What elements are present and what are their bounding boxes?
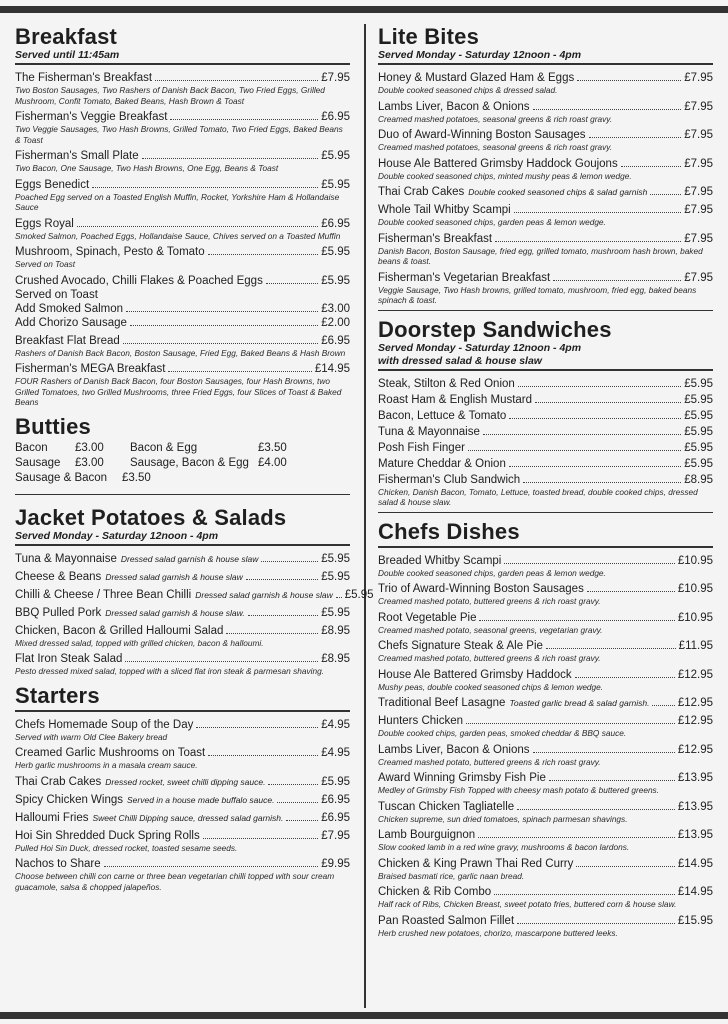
item-name: Lamb Bourguignon <box>378 829 476 841</box>
item-name: Spicy Chicken Wings <box>15 793 124 806</box>
section-subtitle: Served Monday - Saturday 12noon - 4pm <box>378 341 582 354</box>
section-subtitle: Served Monday - Saturday 12noon - 4pm <box>378 49 582 61</box>
menu-item <box>15 71 350 106</box>
item-name: Fisherman's MEGA Breakfast <box>15 363 166 375</box>
lite-bites-section <box>378 24 713 311</box>
item-inline-desc: Sweet Chilli Dipping sauce, dressed salad garnish. <box>92 812 284 823</box>
section-title: Breakfast <box>15 24 118 49</box>
item-description: Braised basmati rice, garlic naan bread. <box>378 870 525 881</box>
item-price: £14.95 <box>677 857 713 870</box>
menu-item <box>15 334 350 359</box>
item-price: £12.95 <box>677 743 713 756</box>
item-price: £13.95 <box>677 800 713 813</box>
menu-item <box>15 588 374 602</box>
item-name: Roast Ham & English Mustard <box>378 393 533 406</box>
menu-item <box>15 793 350 807</box>
menu-item <box>15 746 350 771</box>
item-price: £7.95 <box>321 829 350 842</box>
item-inline-desc: Toasted garlic bread & salad garnish. <box>509 698 650 708</box>
item-description: Two Bacon, One Sausage, Two Hash Browns, One Egg, Beans & Toast <box>15 163 279 173</box>
item-description: Mushy peas, double cooked seasoned chips & lemon wedge. <box>378 681 604 692</box>
item-price: £4.95 <box>321 747 350 759</box>
item-description: Chicken supreme, sun dried tomatoes, spinach parmesan shavings. <box>378 813 628 824</box>
item-price: £5.95 <box>684 441 713 454</box>
item-price: £5.95 <box>321 178 350 191</box>
section-rule <box>15 494 350 495</box>
item-price: £7.95 <box>684 100 713 113</box>
item-line2: Served on Toast <box>15 288 98 301</box>
item-description: Double cooked seasoned chips & dressed salad. <box>378 85 558 95</box>
addon-price: £2.00 <box>321 316 350 329</box>
item-price: £14.95 <box>314 363 350 375</box>
menu-item <box>378 857 713 882</box>
item-description: Double cooked seasoned chips, garden peas & lemon wedge. <box>378 217 606 227</box>
item-price: £11.95 <box>678 640 713 652</box>
item-name: Mushroom, Spinach, Pesto & Tomato <box>15 246 205 258</box>
item-description: Served with warm Old Clee Bakery bread <box>15 731 168 742</box>
section-title: Starters <box>15 682 100 708</box>
item-price: £6.95 <box>321 217 350 230</box>
item-name: Eggs Benedict <box>15 178 90 191</box>
item-name: Fisherman's Small Plate <box>15 150 139 162</box>
item-description: Creamed mashed potato, buttered greens & rich roast gravy. <box>378 653 601 663</box>
item-price: £5.95 <box>684 393 713 406</box>
menu-item <box>378 232 713 267</box>
menu-item <box>378 800 713 825</box>
item-price: £12.95 <box>677 697 713 709</box>
menu-item <box>378 203 713 228</box>
section-subtitle: Served Monday - Saturday 12noon - 4pm <box>15 529 219 542</box>
item-name: Flat Iron Steak Salad <box>15 653 123 665</box>
item-description: Double cooked seasoned chips, garden peas & lemon wedge. <box>378 567 606 578</box>
item-price: £6.95 <box>321 811 350 824</box>
item-price: £13.95 <box>677 772 713 784</box>
menu-item <box>378 128 713 153</box>
menu-item <box>378 377 713 391</box>
item-price: £7.95 <box>684 157 713 170</box>
item-description: Two Veggie Sausages, Two Hash Browns, Grilled Tomato, Two Fried Eggs, Baked Beans & Toast <box>15 124 343 145</box>
item-name: Hoi Sin Shredded Duck Spring Rolls <box>15 829 200 842</box>
item-description: Rashers of Danish Back Bacon, Boston Sausage, Fried Egg, Baked Beans & Hash Brown <box>15 347 346 358</box>
item-name: Fisherman's Vegetarian Breakfast <box>378 271 551 284</box>
item-name: Breaded Whitby Scampi <box>378 554 502 567</box>
item-name: Root Vegetable Pie <box>378 611 477 624</box>
item-name: Eggs Royal <box>15 217 74 230</box>
item-name: Fisherman's Breakfast <box>378 232 493 245</box>
item-inline-desc: Served in a house made buffalo sauce. <box>127 794 275 805</box>
section-title: Doorstep Sandwiches <box>378 316 612 342</box>
menu-item <box>378 668 713 693</box>
menu-item <box>378 473 713 508</box>
menu-item <box>378 271 713 306</box>
item-price: £12.95 <box>677 668 713 681</box>
item-price: £9.95 <box>321 858 350 870</box>
menu-item <box>15 624 350 649</box>
menu-item <box>378 885 713 910</box>
item-price: £5.95 <box>321 552 350 565</box>
item-price: £15.95 <box>677 914 713 927</box>
item-price: £7.95 <box>684 186 713 198</box>
section-rule <box>15 710 350 712</box>
menu-item <box>15 652 350 677</box>
column-divider <box>364 24 366 1008</box>
item-price: £4.95 <box>321 718 350 731</box>
item-description: Pesto dressed mixed salad, topped with a sliced flat iron steak & parmesan shaving. <box>15 666 324 676</box>
item-name: Chicken & Rib Combo <box>378 886 492 898</box>
item-name: Tuscan Chicken Tagliatelle <box>378 800 515 813</box>
butty-name: Bacon & Egg <box>130 441 198 454</box>
item-name: Tuna & Mayonnaise <box>15 552 117 565</box>
item-name: Tuna & Mayonnaise <box>378 425 480 438</box>
butty-name: Sausage & Bacon <box>15 471 108 484</box>
item-price: £7.95 <box>684 129 713 141</box>
item-description: Creamed mashed potato, seasonal greens, vegetarian gravy. <box>378 624 603 635</box>
item-name: BBQ Pulled Pork <box>15 606 102 619</box>
item-price: £5.95 <box>321 775 350 788</box>
butties-grid <box>15 441 350 486</box>
item-name: Hunters Chicken <box>378 715 464 727</box>
item-price: £7.95 <box>684 204 713 216</box>
item-price: £10.95 <box>677 554 713 567</box>
item-description: Pulled Hoi Sin Duck, dressed rocket, toasted sesame seeds. <box>15 842 238 853</box>
section-subtitle-2: with dressed salad & house slaw <box>378 354 542 367</box>
item-price: £8.95 <box>684 473 713 486</box>
menu-item <box>378 611 713 636</box>
menu-item <box>378 743 713 768</box>
item-name: Posh Fish Finger <box>378 441 465 454</box>
menu-item <box>378 714 713 739</box>
menu-item <box>378 157 713 182</box>
item-name: Steak, Stilton & Red Onion <box>378 377 515 390</box>
item-name: Chicken, Bacon & Grilled Halloumi Salad <box>15 624 224 637</box>
menu-item <box>15 775 350 789</box>
item-name: Whole Tail Whitby Scampi <box>378 204 511 216</box>
item-price: £5.95 <box>321 150 350 162</box>
menu-item <box>378 100 713 125</box>
chefs-dishes-section <box>378 519 713 939</box>
breakfast-section <box>15 24 350 408</box>
item-description: Herb garlic mushrooms in a masala cream sauce. <box>15 760 198 770</box>
item-name: Fisherman's Club Sandwich <box>378 473 521 486</box>
item-name: Crushed Avocado, Chilli Flakes & Poached Eggs <box>15 274 263 287</box>
menu-item <box>378 914 713 939</box>
item-price: £8.95 <box>321 653 350 665</box>
menu-item <box>378 828 713 853</box>
bottom-border <box>0 1012 728 1019</box>
section-title: Butties <box>15 413 91 439</box>
item-name: Thai Crab Cakes <box>15 775 102 788</box>
butty-name: Sausage, Bacon & Egg <box>130 456 249 469</box>
starters-section <box>15 683 350 893</box>
menu-item <box>378 409 713 423</box>
item-price: £6.95 <box>321 111 350 123</box>
item-name: Duo of Award-Winning Boston Sausages <box>378 129 586 141</box>
section-rule <box>378 546 713 548</box>
addon-name: Add Smoked Salmon <box>15 302 124 315</box>
menu-item <box>15 178 350 213</box>
item-price: £6.95 <box>321 793 350 806</box>
menu-item <box>378 185 713 199</box>
item-price: £6.95 <box>321 334 350 347</box>
right-column <box>378 24 713 942</box>
menu-item <box>378 554 713 579</box>
jacket-section <box>15 504 374 677</box>
menu-item <box>378 696 713 710</box>
item-description: Double cooked seasoned chips, minted mushy peas & lemon wedge. <box>378 170 632 181</box>
item-price: £10.95 <box>677 583 713 595</box>
section-subtitle: Served until 11:45am <box>15 49 120 61</box>
butty-price: £3.50 <box>258 441 287 454</box>
item-name: Creamed Garlic Mushrooms on Toast <box>15 747 206 759</box>
menu-item <box>15 362 350 408</box>
item-price: £5.95 <box>684 409 713 422</box>
butties-section <box>15 414 350 495</box>
menu-item <box>378 582 713 607</box>
section-title: Chefs Dishes <box>378 518 520 544</box>
item-name: Chicken & King Prawn Thai Red Curry <box>378 857 574 870</box>
item-name: Chefs Homemade Soup of the Day <box>15 718 194 731</box>
section-rule <box>378 512 713 513</box>
item-price: £5.95 <box>321 246 350 258</box>
item-name: Lambs Liver, Bacon & Onions <box>378 743 530 756</box>
item-description: Chicken, Danish Bacon, Tomato, Lettuce, toasted bread, double cooked chips, dressed salad & house slaw. <box>378 486 698 507</box>
item-price: £7.95 <box>684 271 713 284</box>
item-name: Chilli & Cheese / Three Bean Chilli <box>15 588 192 601</box>
menu-item <box>378 425 713 439</box>
item-description: Creamed mashed potatoes, seasonal greens & rich roast gravy. <box>378 113 613 124</box>
menu-item <box>378 71 713 96</box>
menu-item <box>15 829 350 854</box>
item-price: £5.95 <box>684 377 713 390</box>
item-price: £5.95 <box>321 274 350 287</box>
item-price: £7.95 <box>321 72 350 84</box>
item-description: Poached Egg served on a Toasted English Muffin, Rocket, Yorkshire Ham & Hollandaise Sauce <box>15 191 340 212</box>
item-name: Traditional Beef Lasagne <box>378 697 506 709</box>
item-name: Bacon, Lettuce & Tomato <box>378 409 507 422</box>
item-name: Breakfast Flat Bread <box>15 334 120 347</box>
item-price: £5.95 <box>344 588 374 601</box>
item-description: Slow cooked lamb in a red wine gravy, mushrooms & bacon lardons. <box>378 842 630 852</box>
item-inline-desc: Dressed salad garnish & house slaw. <box>105 607 245 618</box>
menu-item <box>378 639 713 664</box>
item-description: Herb crushed new potatoes, chorizo, mascarpone buttered leeks. <box>378 927 618 938</box>
item-name: Honey & Mustard Glazed Ham & Eggs <box>378 72 575 84</box>
item-name: Chefs Signature Steak & Ale Pie <box>378 640 543 652</box>
section-rule <box>378 63 713 65</box>
item-description: Double cooked chips, garden peas, smoked cheddar & BBQ sauce. <box>378 728 627 738</box>
menu-item <box>15 811 350 825</box>
item-inline-desc: Double cooked seasoned chips & salad garnish <box>468 187 648 197</box>
item-price: £5.95 <box>684 457 713 470</box>
menu-item <box>15 274 350 330</box>
addon-price: £3.00 <box>321 302 350 315</box>
butty-name: Sausage <box>15 456 61 469</box>
item-price: £7.95 <box>684 72 713 84</box>
item-price: £5.95 <box>684 425 713 438</box>
item-inline-desc: Dressed rocket, sweet chilli dipping sauce. <box>105 776 266 787</box>
menu-item <box>15 570 350 584</box>
butty-price: £3.50 <box>122 471 151 484</box>
butty-price: £4.00 <box>258 456 287 469</box>
item-inline-desc: Dressed salad garnish & house slaw <box>120 553 259 564</box>
menu-item <box>15 149 350 174</box>
item-name: Pan Roasted Salmon Fillet <box>378 914 515 927</box>
item-price: £8.95 <box>321 624 350 637</box>
item-name: Fisherman's Veggie Breakfast <box>15 111 168 123</box>
item-description: Creamed mashed potato, buttered greens & rich roast gravy. <box>378 756 601 767</box>
left-column <box>15 24 374 896</box>
item-price: £5.95 <box>321 570 350 583</box>
item-name: Cheese & Beans <box>15 570 102 583</box>
item-name: Award Winning Grimsby Fish Pie <box>378 772 546 784</box>
menu-item <box>15 110 350 145</box>
menu-item <box>15 718 350 743</box>
top-border <box>0 6 728 13</box>
item-description: Choose between chilli con carne or three bean vegetarian chilli topped with sour cream guacamole, salsa & chopped jalapeños. <box>15 871 335 892</box>
item-price: £14.95 <box>677 886 713 898</box>
section-title: Lite Bites <box>378 24 480 49</box>
item-description: Danish Bacon, Boston Sausage, fried egg, grilled tomato, mushroom hash brown, baked beans & toast. <box>378 245 703 266</box>
menu-item <box>15 552 350 566</box>
item-price: £5.95 <box>321 606 350 619</box>
section-rule <box>15 544 350 546</box>
item-name: Lambs Liver, Bacon & Onions <box>378 100 530 113</box>
menu-item <box>15 217 350 242</box>
item-name: Halloumi Fries <box>15 811 89 824</box>
item-name: House Ale Battered Grimsby Haddock Goujons <box>378 157 618 170</box>
item-price: £13.95 <box>677 829 713 841</box>
section-rule <box>15 63 350 65</box>
butty-name: Bacon <box>15 441 48 454</box>
menu-item <box>15 857 350 892</box>
item-name: House Ale Battered Grimsby Haddock <box>378 668 572 681</box>
item-description: Smoked Salmon, Poached Eggs, Hollandaise Sauce, Chives served on a Toasted Muffin <box>15 230 341 241</box>
item-inline-desc: Dressed salad garnish & house slaw <box>195 589 333 600</box>
item-description: Mixed dressed salad, topped with grilled chicken, bacon & halloumi. <box>15 637 264 648</box>
item-price: £7.95 <box>684 232 713 245</box>
item-description: Creamed mashed potato, buttered greens & rich roast gravy. <box>378 596 601 606</box>
item-description: Two Boston Sausages, Two Rashers of Danish Back Bacon, Two Fried Eggs, Grilled Mushroom, Confit Tomato, Baked Beans, Hash Brown & Toast <box>15 85 325 106</box>
item-description: Creamed mashed potatoes, seasonal greens & rich roast gravy. <box>378 142 613 152</box>
item-inline-desc: Dressed salad garnish & house slaw <box>105 571 243 582</box>
item-description: Served on Toast <box>15 259 76 269</box>
item-description: FOUR Rashers of Danish Back Bacon, four Boston Sausages, four Hash Browns, two Grilled Tomatoes, two Grilled Mushrooms, three Fried Eggs, four Slices of Toast & Baked Beans <box>15 376 342 407</box>
item-description: Half rack of Ribs, Chicken Breast, sweet potato fries, buttered corn & house slaw. <box>378 899 677 909</box>
menu-item <box>378 457 713 471</box>
section-rule <box>378 310 713 311</box>
section-rule <box>378 369 713 371</box>
menu-item <box>378 393 713 407</box>
item-price: £10.95 <box>677 611 713 624</box>
item-description: Medley of Grimsby Fish Topped with cheesy mash potato & buttered greens. <box>378 785 660 795</box>
menu-item <box>378 771 713 796</box>
item-price: £12.95 <box>677 715 713 727</box>
item-name: Trio of Award-Winning Boston Sausages <box>378 583 584 595</box>
item-name: Mature Cheddar & Onion <box>378 457 506 470</box>
item-description: Veggie Sausage, Two Hash browns, grilled tomato, mushroom, fried egg, baked beans spinach & toast. <box>378 284 697 305</box>
addon-name: Add Chorizo Sausage <box>15 316 127 329</box>
section-title: Jacket Potatoes & Salads <box>15 504 287 530</box>
butty-price: £3.00 <box>75 456 104 469</box>
sandwiches-section <box>378 317 713 513</box>
menu-item <box>378 441 713 455</box>
item-name: Nachos to Share <box>15 858 101 870</box>
menu-item <box>15 606 350 620</box>
item-name: Thai Crab Cakes <box>378 186 465 198</box>
item-name: The Fisherman's Breakfast <box>15 72 153 84</box>
butty-price: £3.00 <box>75 441 104 454</box>
menu-item <box>15 245 350 270</box>
